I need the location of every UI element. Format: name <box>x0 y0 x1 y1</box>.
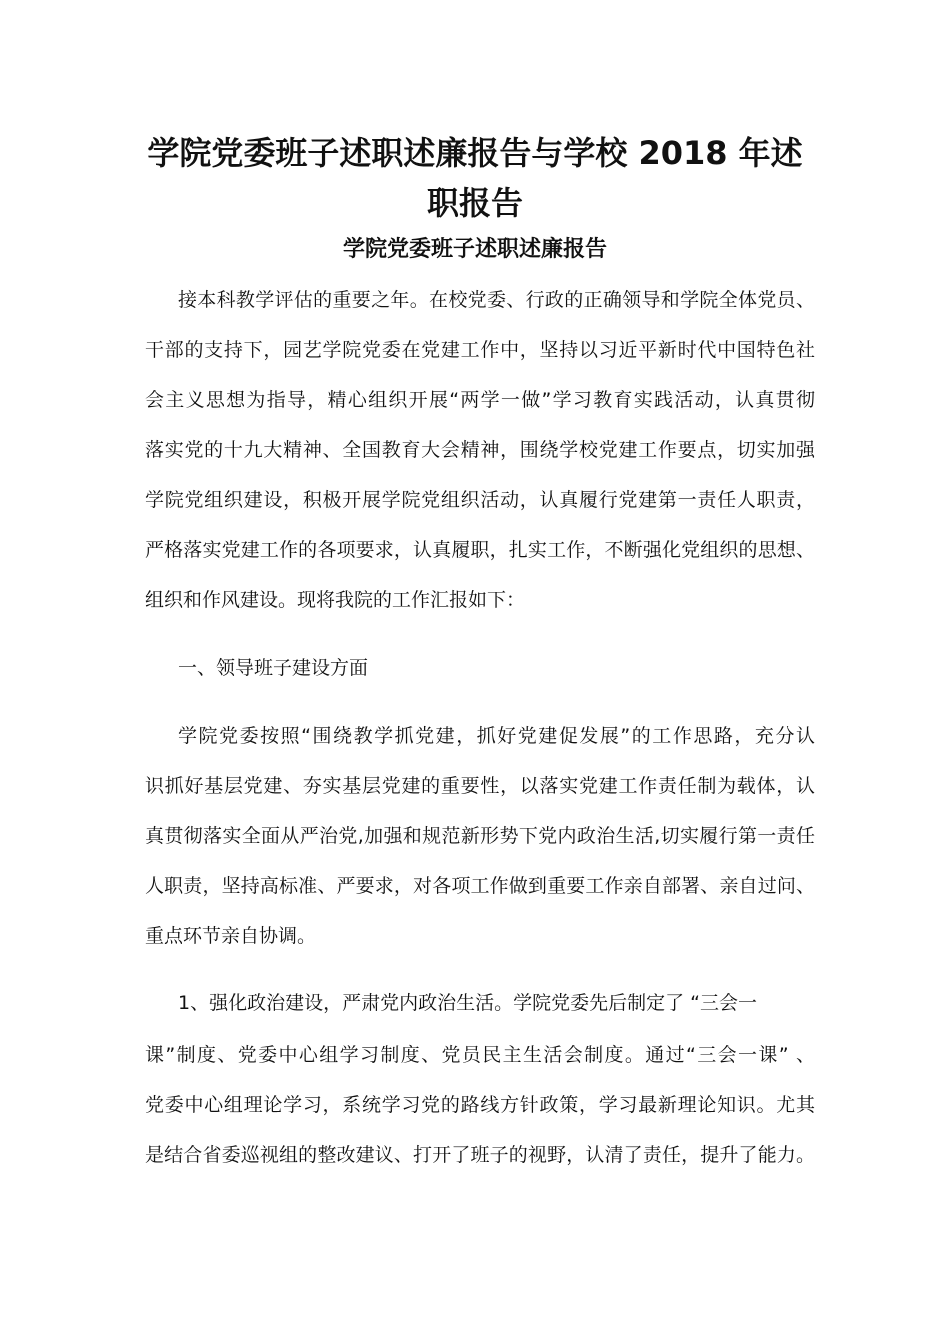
document-title-line-2: 职报告 <box>426 184 523 222</box>
paragraph-1-line-7: 组织和作风建设。现将我院的工作汇报如下： <box>145 589 526 611</box>
document-subtitle: 学院党委班子述职述廉报告 <box>342 237 607 262</box>
paragraph-3-line-4: 是结合省委巡视组的整改建议、打开了班子的视野，认清了责任，提升了能力。 <box>145 1144 815 1166</box>
paragraph-2-line-2: 识抓好基层党建、夯实基层党建的重要性，以落实党建工作责任制为载体，认 <box>145 775 815 797</box>
paragraph-3-line-2: 课”制度、党委中心组学习制度、党员民主生活会制度。通过“三会一课” 、 <box>145 1044 815 1066</box>
paragraph-3-line-3: 党委中心组理论学习，系统学习党的路线方针政策，学习最新理论知识。尤其 <box>145 1094 815 1116</box>
document-title-line-1: 学院党委班子述职述廉报告与学校 2018 年述 <box>147 134 803 172</box>
paragraph-2-line-4: 人职责，坚持高标准、严要求，对各项工作做到重要工作亲自部署、亲自过问、 <box>145 875 815 897</box>
paragraph-1-line-4: 落实党的十九大精神、全国教育大会精神，围绕学校党建工作要点，切实加强 <box>145 439 815 461</box>
paragraph-1-line-2: 干部的支持下，园艺学院党委在党建工作中，坚持以习近平新时代中国特色社 <box>145 339 815 361</box>
paragraph-2-line-1: 学院党委按照“围绕教学抓党建，抓好党建促发展”的工作思路，充分认 <box>178 725 815 747</box>
paragraph-1-line-1: 接本科教学评估的重要之年。在校党委、行政的正确领导和学院全体党员、 <box>178 289 815 311</box>
paragraph-1-line-3: 会主义思想为指导，精心组织开展“两学一做”学习教育实践活动，认真贯彻 <box>145 389 815 411</box>
paragraph-1-line-6: 严格落实党建工作的各项要求，认真履职，扎实工作，不断强化党组织的思想、 <box>145 539 815 561</box>
paragraph-3-line-1: 1、强化政治建设，严肃党内政治生活。学院党委先后制定了 “三会一 <box>178 992 757 1014</box>
section-heading-leadership: 一、领导班子建设方面 <box>178 657 369 679</box>
paragraph-2-line-5: 重点环节亲自协调。 <box>145 925 317 947</box>
paragraph-2-line-3: 真贯彻落实全面从严治党,加强和规范新形势下党内政治生活,切实履行第一责任 <box>145 825 815 847</box>
paragraph-1-line-5: 学院党组织建设，积极开展学院党组织活动，认真履行党建第一责任人职责， <box>145 489 815 511</box>
